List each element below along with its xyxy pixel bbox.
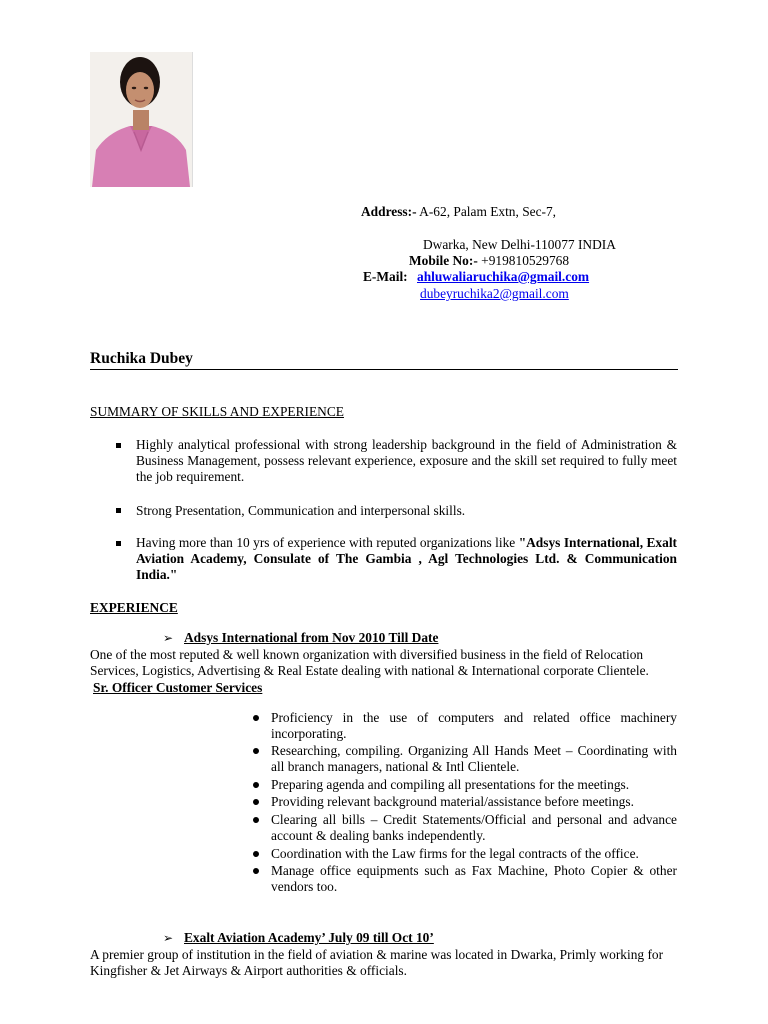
job-1-duty-6: Coordination with the Law firms for the legal contracts of the office. [271,846,639,861]
summary-item-3 [136,535,677,583]
job-1-duty-2: Researching, compiling. Organizing All Hands Meet – Coordinating with all branch managers, national & Intl Clientele. [271,743,677,774]
email-label: E-Mail: [363,269,408,284]
name-divider [90,369,678,370]
arrow-bullet-icon: ➢ [163,631,174,645]
summary-item-3-text: Having more than 10 yrs of experience with reputed organizations like [136,535,519,550]
job-1-duty-4: Providing relevant background material/assistance before meetings. [271,794,634,809]
candidate-name: Ruchika Dubey [90,350,193,367]
bullet-dot [253,748,259,754]
arrow-bullet-icon: ➢ [163,931,174,945]
job-1-description: One of the most reputed & well known organization with diversified business in the field of Relocation Services, Logistics, Advertising & Real Estate dealing with national & International corporate Clientele. [90,647,649,678]
bullet-dot [253,851,259,857]
summary-item-1: Highly analytical professional with strong leadership background in the field of Administration & Business Management, possess relevant experience, exposure and the skill set required to fully meet the job requirement. [136,437,677,484]
bullet-square [116,443,121,448]
address-value: A-62, Palam Extn, Sec-7, [416,204,557,219]
bullet-square [116,541,121,546]
address-line-1 [361,204,556,220]
bullet-dot [253,799,259,805]
email-link-primary[interactable]: ahluwaliaruchika@gmail.com [417,269,590,284]
job-1-role: Sr. Officer Customer Services [93,680,263,695]
summary-item-3-companies: "Adsys International, Exalt Aviation Academy, Consulate of The Gambia , Agl Technologies Ltd. & Communication India." [136,535,677,582]
bullet-dot [253,817,259,823]
summary-heading: SUMMARY OF SKILLS AND EXPERIENCE [90,404,344,419]
job-1-duty-3: Preparing agenda and compiling all presentations for the meetings. [271,777,630,792]
bullet-dot [253,715,259,721]
profile-photo [90,52,193,187]
mobile-line [409,253,569,269]
job-1-duty-5: Clearing all bills – Credit Statements/Official and personal and advance account & dealing banks independently. [271,812,677,843]
email-line [363,269,408,285]
experience-heading: EXPERIENCE [90,600,178,615]
email-link-secondary[interactable]: dubeyruchika2@gmail.com [420,286,569,301]
bullet-dot [253,868,259,874]
bullet-square [116,508,121,513]
bullet-dot [253,782,259,788]
mobile-label: Mobile No:- [409,253,478,268]
job-2-title: Exalt Aviation Academy’ July 09 till Oct 10’ [184,930,434,945]
job-1-duty-7: Manage office equipments such as Fax Machine, Photo Copier & other vendors too. [271,863,677,894]
job-2-description: A premier group of institution in the field of aviation & marine was located in Dwarka, Primly working for Kingfisher & Jet Airways & Airport authorities & officials. [90,947,664,978]
address-line-2: Dwarka, New Delhi-110077 INDIA [423,237,616,252]
job-1-duty-1: Proficiency in the use of computers and related office machinery incorporating. [271,710,677,741]
portrait-image [90,52,192,187]
summary-item-2: Strong Presentation, Communication and interpersonal skills. [136,503,466,518]
job-1-title: Adsys International from Nov 2010 Till Date [184,630,439,645]
address-label: Address:- [361,204,417,219]
mobile-value: +919810529768 [477,253,570,268]
